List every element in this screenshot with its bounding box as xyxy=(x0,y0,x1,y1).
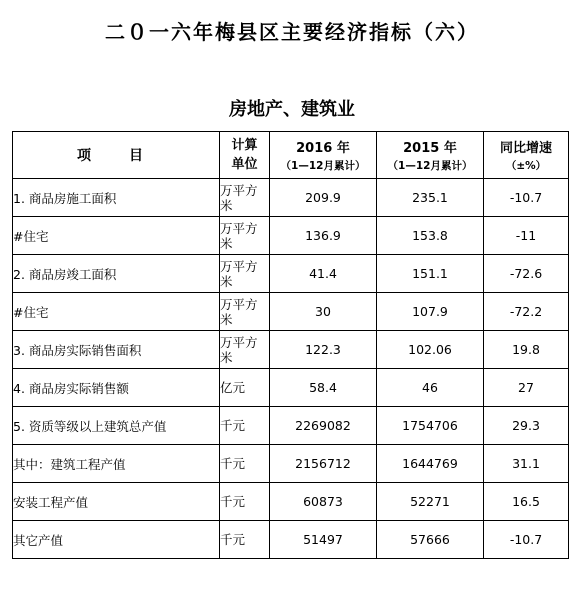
row-growth: 27 xyxy=(484,369,569,407)
row-value-2016: 58.4 xyxy=(270,369,377,407)
row-item: 5. 资质等级以上建筑总产值 xyxy=(13,407,220,445)
section-subtitle: 房地产、建筑业 xyxy=(229,99,355,120)
page-title: 二０一六年梅县区主要经济指标（六） xyxy=(105,20,479,44)
row-value-2016: 41.4 xyxy=(270,255,377,293)
row-value-2016: 122.3 xyxy=(270,331,377,369)
row-value-2016: 60873 xyxy=(270,483,377,521)
table-row xyxy=(13,407,569,445)
table-row xyxy=(13,445,569,483)
row-unit: 千元 xyxy=(220,521,270,559)
row-value-2015: 57666 xyxy=(377,521,484,559)
row-item: 1. 商品房施工面积 xyxy=(13,179,220,217)
row-unit: 万平方米 xyxy=(220,293,270,331)
table-row xyxy=(13,293,569,331)
row-item: 安装工程产值 xyxy=(13,483,220,521)
row-growth: -10.7 xyxy=(484,521,569,559)
row-value-2015: 1644769 xyxy=(377,445,484,483)
row-unit: 千元 xyxy=(220,445,270,483)
table-header-row xyxy=(13,132,569,179)
row-item: 4. 商品房实际销售额 xyxy=(13,369,220,407)
row-growth: -72.6 xyxy=(484,255,569,293)
row-unit: 万平方米 xyxy=(220,255,270,293)
row-unit: 万平方米 xyxy=(220,179,270,217)
header-growth: 同比增速 （±%） xyxy=(484,132,569,179)
row-item: 3. 商品房实际销售面积 xyxy=(13,331,220,369)
row-item: 其它产值 xyxy=(13,521,220,559)
header-2015: 2015 年 （1—12月累计） xyxy=(377,132,484,179)
row-value-2016: 51497 xyxy=(270,521,377,559)
row-value-2016: 209.9 xyxy=(270,179,377,217)
table-row xyxy=(13,217,569,255)
table-row xyxy=(13,255,569,293)
row-growth: -10.7 xyxy=(484,179,569,217)
row-value-2015: 102.06 xyxy=(377,331,484,369)
row-value-2015: 46 xyxy=(377,369,484,407)
row-unit: 亿元 xyxy=(220,369,270,407)
row-unit: 万平方米 xyxy=(220,217,270,255)
table-row xyxy=(13,331,569,369)
row-value-2016: 30 xyxy=(270,293,377,331)
table-row xyxy=(13,179,569,217)
row-value-2015: 235.1 xyxy=(377,179,484,217)
row-unit: 千元 xyxy=(220,483,270,521)
row-item: #住宅 xyxy=(13,293,220,331)
row-growth: 29.3 xyxy=(484,407,569,445)
row-growth: 16.5 xyxy=(484,483,569,521)
row-value-2015: 151.1 xyxy=(377,255,484,293)
row-item: #住宅 xyxy=(13,217,220,255)
row-item: 其中：建筑工程产值 xyxy=(13,445,220,483)
row-item: 2. 商品房竣工面积 xyxy=(13,255,220,293)
row-growth: 31.1 xyxy=(484,445,569,483)
row-unit: 千元 xyxy=(220,407,270,445)
header-unit: 计算 单位 xyxy=(220,132,270,179)
header-2016: 2016 年 （1—12月累计） xyxy=(270,132,377,179)
row-value-2015: 153.8 xyxy=(377,217,484,255)
table-row xyxy=(13,483,569,521)
row-value-2015: 52271 xyxy=(377,483,484,521)
row-value-2016: 2156712 xyxy=(270,445,377,483)
row-value-2015: 1754706 xyxy=(377,407,484,445)
row-value-2015: 107.9 xyxy=(377,293,484,331)
row-value-2016: 136.9 xyxy=(270,217,377,255)
row-unit: 万平方米 xyxy=(220,331,270,369)
row-growth: -11 xyxy=(484,217,569,255)
row-growth: -72.2 xyxy=(484,293,569,331)
table-row xyxy=(13,369,569,407)
table-row xyxy=(13,521,569,559)
header-item: 项 目 xyxy=(13,132,220,179)
row-value-2016: 2269082 xyxy=(270,407,377,445)
row-growth: 19.8 xyxy=(484,331,569,369)
indicator-table xyxy=(12,131,569,559)
